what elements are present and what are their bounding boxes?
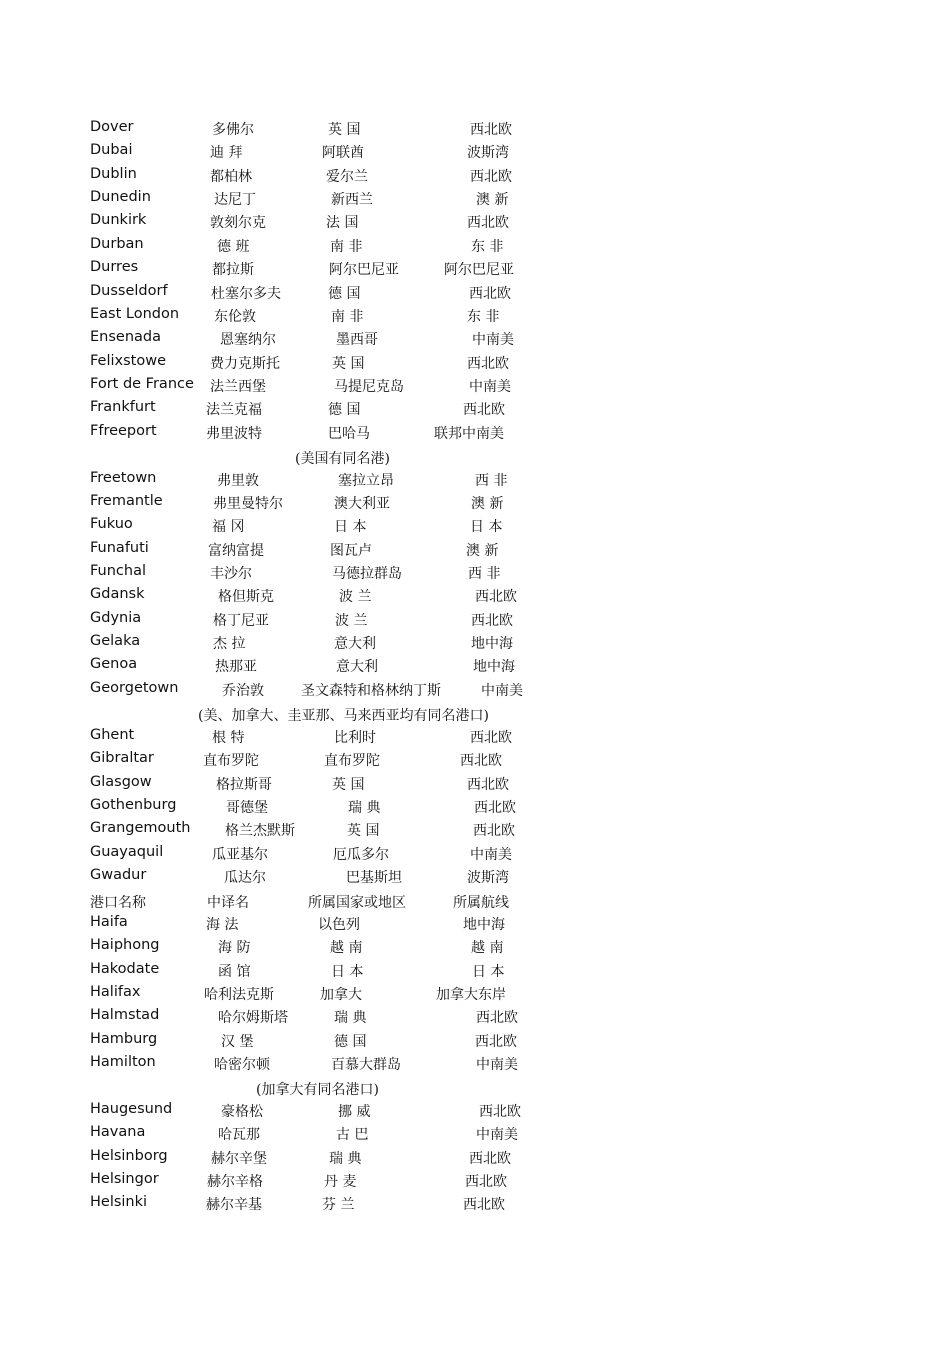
port-country: 德 国	[334, 1034, 367, 1050]
port-country: 意大利	[336, 659, 378, 675]
port-name-en: Gothenburg	[90, 797, 177, 813]
port-name-cn: 赫尔辛堡	[211, 1151, 267, 1167]
port-route: 西北欧	[470, 169, 512, 185]
port-name-cn: 瓜达尔	[224, 870, 266, 886]
port-name-en: Grangemouth	[90, 820, 191, 836]
port-name-cn: 哈瓦那	[218, 1127, 260, 1143]
port-name-cn: 达尼丁	[214, 192, 256, 208]
port-route: 波斯湾	[467, 145, 509, 161]
port-name-en: Gdynia	[90, 610, 142, 626]
port-route: 西北欧	[475, 1034, 517, 1050]
port-name-cn: 哈利法克斯	[204, 987, 274, 1003]
port-name-cn: 哈尔姆斯塔	[218, 1010, 288, 1026]
port-route: 西北欧	[475, 589, 517, 605]
port-name-cn: 福 冈	[212, 519, 245, 535]
port-country: 芬 兰	[322, 1197, 355, 1213]
port-country: 挪 威	[338, 1104, 371, 1120]
port-country: 英 国	[332, 356, 365, 372]
port-name-cn: 海 防	[218, 940, 251, 956]
port-route: 西北欧	[470, 730, 512, 746]
port-name-cn: 直布罗陀	[203, 753, 259, 769]
port-name-en: Ensenada	[90, 329, 161, 345]
port-name-cn: 法兰克福	[206, 402, 262, 418]
header-port-name: 港口名称	[90, 895, 146, 911]
port-route: 西北欧	[469, 1151, 511, 1167]
port-name-cn: 敦刻尔克	[210, 215, 266, 231]
port-name-cn: 弗里曼特尔	[213, 496, 283, 512]
port-name-cn: 哈密尔顿	[214, 1057, 270, 1073]
port-name-en: Haifa	[90, 914, 128, 930]
port-route: 西北欧	[463, 1197, 505, 1213]
port-route: 中南美	[469, 379, 511, 395]
port-country: 图瓦卢	[330, 543, 372, 559]
port-name-en: Dunedin	[90, 189, 151, 205]
port-name-cn: 杰 拉	[213, 636, 246, 652]
port-route: 中南美	[481, 683, 523, 699]
port-country: 日 本	[331, 964, 364, 980]
port-name-cn: 赫尔辛基	[206, 1197, 262, 1213]
port-name-cn: 热那亚	[215, 659, 257, 675]
port-name-cn: 格丁尼亚	[213, 613, 269, 629]
port-country: 波 兰	[335, 613, 368, 629]
port-route: 波斯湾	[467, 870, 509, 886]
port-name-en: Dubai	[90, 142, 133, 158]
port-route: 西北欧	[467, 215, 509, 231]
port-name-cn: 格但斯克	[218, 589, 274, 605]
port-name-en: Freetown	[90, 470, 157, 486]
port-country: 法 国	[326, 215, 359, 231]
port-route: 西北欧	[470, 122, 512, 138]
port-name-cn: 都柏林	[210, 169, 252, 185]
port-route: 中南美	[470, 847, 512, 863]
port-route: 西北欧	[469, 286, 511, 302]
port-name-cn: 东伦敦	[214, 309, 256, 325]
port-country: 澳大利亚	[334, 496, 390, 512]
port-name-cn: 根 特	[212, 730, 245, 746]
port-name-en: Havana	[90, 1124, 146, 1140]
port-country: 百慕大群岛	[331, 1057, 401, 1073]
port-name-en: Haugesund	[90, 1101, 173, 1117]
port-country: 阿联酋	[322, 145, 364, 161]
port-name-en: Helsinborg	[90, 1148, 168, 1164]
port-route: 越 南	[471, 940, 504, 956]
port-name-cn: 费力克斯托	[210, 356, 280, 372]
port-name-en: Ffreeport	[90, 423, 157, 439]
port-name-en: Guayaquil	[90, 844, 164, 860]
port-name-cn: 海 法	[206, 917, 239, 933]
port-name-en: Fort de France	[90, 376, 194, 392]
port-name-en: Durres	[90, 259, 139, 275]
port-name-en: Gelaka	[90, 633, 141, 649]
port-name-en: Fukuo	[90, 516, 133, 532]
port-name-cn: 都拉斯	[212, 262, 254, 278]
port-name-cn: 赫尔辛格	[207, 1174, 263, 1190]
port-name-en: Dublin	[90, 166, 137, 182]
port-route: 西 非	[475, 473, 508, 489]
port-route: 阿尔巴尼亚	[444, 262, 514, 278]
port-country: 塞拉立昂	[338, 473, 394, 489]
port-route: 中南美	[472, 332, 514, 348]
row-note: (加拿大有同名港口)	[256, 1082, 379, 1098]
port-country: 意大利	[334, 636, 376, 652]
header-country: 所属国家或地区	[308, 895, 406, 911]
port-route: 西北欧	[473, 823, 515, 839]
port-route: 西 非	[468, 566, 501, 582]
port-name-en: Gibraltar	[90, 750, 154, 766]
port-name-cn: 格拉斯哥	[216, 777, 272, 793]
port-country: 以色列	[318, 917, 360, 933]
port-name-cn: 格兰杰默斯	[225, 823, 295, 839]
port-name-en: Gdansk	[90, 586, 145, 602]
port-route: 中南美	[476, 1127, 518, 1143]
port-name-en: Dover	[90, 119, 134, 135]
port-name-en: Georgetown	[90, 680, 179, 696]
port-name-cn: 豪格松	[221, 1104, 263, 1120]
port-country: 新西兰	[331, 192, 373, 208]
port-name-en: Funafuti	[90, 540, 149, 556]
port-country: 瑞 典	[329, 1151, 362, 1167]
port-name-en: Funchal	[90, 563, 147, 579]
port-name-cn: 杜塞尔多夫	[211, 286, 281, 302]
port-name-en: Gwadur	[90, 867, 147, 883]
port-route: 西北欧	[467, 356, 509, 372]
port-name-en: Halmstad	[90, 1007, 160, 1023]
port-name-cn: 乔治敦	[222, 683, 264, 699]
port-name-cn: 法兰西堡	[210, 379, 266, 395]
port-name-en: Dusseldorf	[90, 283, 168, 299]
port-name-en: Dunkirk	[90, 212, 147, 228]
port-country: 德 国	[328, 402, 361, 418]
port-name-cn: 弗里波特	[206, 426, 262, 442]
port-country: 德 国	[328, 286, 361, 302]
port-route: 日 本	[472, 964, 505, 980]
port-name-cn: 迪 拜	[210, 145, 243, 161]
port-name-cn: 函 馆	[218, 964, 251, 980]
port-route: 西北欧	[463, 402, 505, 418]
port-country: 越 南	[330, 940, 363, 956]
port-country: 丹 麦	[324, 1174, 357, 1190]
port-name-en: Helsinki	[90, 1194, 148, 1210]
port-name-en: Hakodate	[90, 961, 160, 977]
port-route: 东 非	[471, 239, 504, 255]
port-name-en: Hamilton	[90, 1054, 156, 1070]
port-name-en: East London	[90, 306, 180, 322]
port-name-en: Fremantle	[90, 493, 163, 509]
port-country: 巴基斯坦	[346, 870, 402, 886]
port-country: 古 巴	[336, 1127, 369, 1143]
port-country: 波 兰	[339, 589, 372, 605]
port-name-en: Hamburg	[90, 1031, 158, 1047]
port-route: 澳 新	[471, 496, 504, 512]
port-country: 爱尔兰	[326, 169, 368, 185]
header-chinese-name: 中译名	[207, 895, 249, 911]
port-name-cn: 丰沙尔	[210, 566, 252, 582]
port-route: 西北欧	[471, 613, 513, 629]
port-route: 加拿大东岸	[436, 987, 506, 1003]
port-name-cn: 哥德堡	[226, 800, 268, 816]
port-country: 圣文森特和格林纳丁斯	[301, 683, 441, 699]
port-country: 南 非	[330, 239, 363, 255]
port-route: 地中海	[471, 636, 513, 652]
port-route: 中南美	[476, 1057, 518, 1073]
port-route: 西北欧	[467, 777, 509, 793]
port-country: 英 国	[347, 823, 380, 839]
port-name-cn: 恩塞纳尔	[220, 332, 276, 348]
port-name-cn: 弗里敦	[217, 473, 259, 489]
port-name-cn: 德 班	[217, 239, 250, 255]
header-route: 所属航线	[453, 895, 509, 911]
port-country: 南 非	[331, 309, 364, 325]
port-country: 马德拉群岛	[332, 566, 402, 582]
port-name-en: Felixstowe	[90, 353, 166, 369]
port-route: 地中海	[473, 659, 515, 675]
port-name-en: Helsingor	[90, 1171, 159, 1187]
port-route: 西北欧	[479, 1104, 521, 1120]
port-country: 巴哈马	[328, 426, 370, 442]
port-route: 联邦中南美	[434, 426, 504, 442]
port-route: 西北欧	[460, 753, 502, 769]
port-route: 澳 新	[476, 192, 509, 208]
port-route: 东 非	[467, 309, 500, 325]
port-name-en: Halifax	[90, 984, 141, 1000]
port-route: 西北欧	[474, 800, 516, 816]
port-country: 阿尔巴尼亚	[329, 262, 399, 278]
port-country: 英 国	[332, 777, 365, 793]
port-name-en: Frankfurt	[90, 399, 156, 415]
port-name-cn: 富纳富提	[208, 543, 264, 559]
port-country: 英 国	[328, 122, 361, 138]
port-name-cn: 多佛尔	[212, 122, 254, 138]
port-name-cn: 汉 堡	[221, 1034, 254, 1050]
port-country: 日 本	[334, 519, 367, 535]
port-route: 西北欧	[476, 1010, 518, 1026]
port-name-en: Ghent	[90, 727, 135, 743]
port-name-en: Haiphong	[90, 937, 160, 953]
port-country: 瑞 典	[334, 1010, 367, 1026]
port-country: 厄瓜多尔	[333, 847, 389, 863]
row-note: (美国有同名港)	[295, 451, 390, 467]
port-country: 比利时	[334, 730, 376, 746]
port-route: 澳 新	[466, 543, 499, 559]
port-name-en: Genoa	[90, 656, 138, 672]
port-route: 地中海	[463, 917, 505, 933]
port-country: 马提尼克岛	[334, 379, 404, 395]
port-country: 墨西哥	[336, 332, 378, 348]
port-country: 瑞 典	[348, 800, 381, 816]
port-country: 直布罗陀	[324, 753, 380, 769]
port-route: 日 本	[470, 519, 503, 535]
port-name-en: Durban	[90, 236, 144, 252]
row-note: (美、加拿大、圭亚那、马来西亚均有同名港口)	[198, 708, 489, 724]
port-name-cn: 瓜亚基尔	[212, 847, 268, 863]
port-name-en: Glasgow	[90, 774, 152, 790]
port-route: 西北欧	[465, 1174, 507, 1190]
port-country: 加拿大	[320, 987, 362, 1003]
